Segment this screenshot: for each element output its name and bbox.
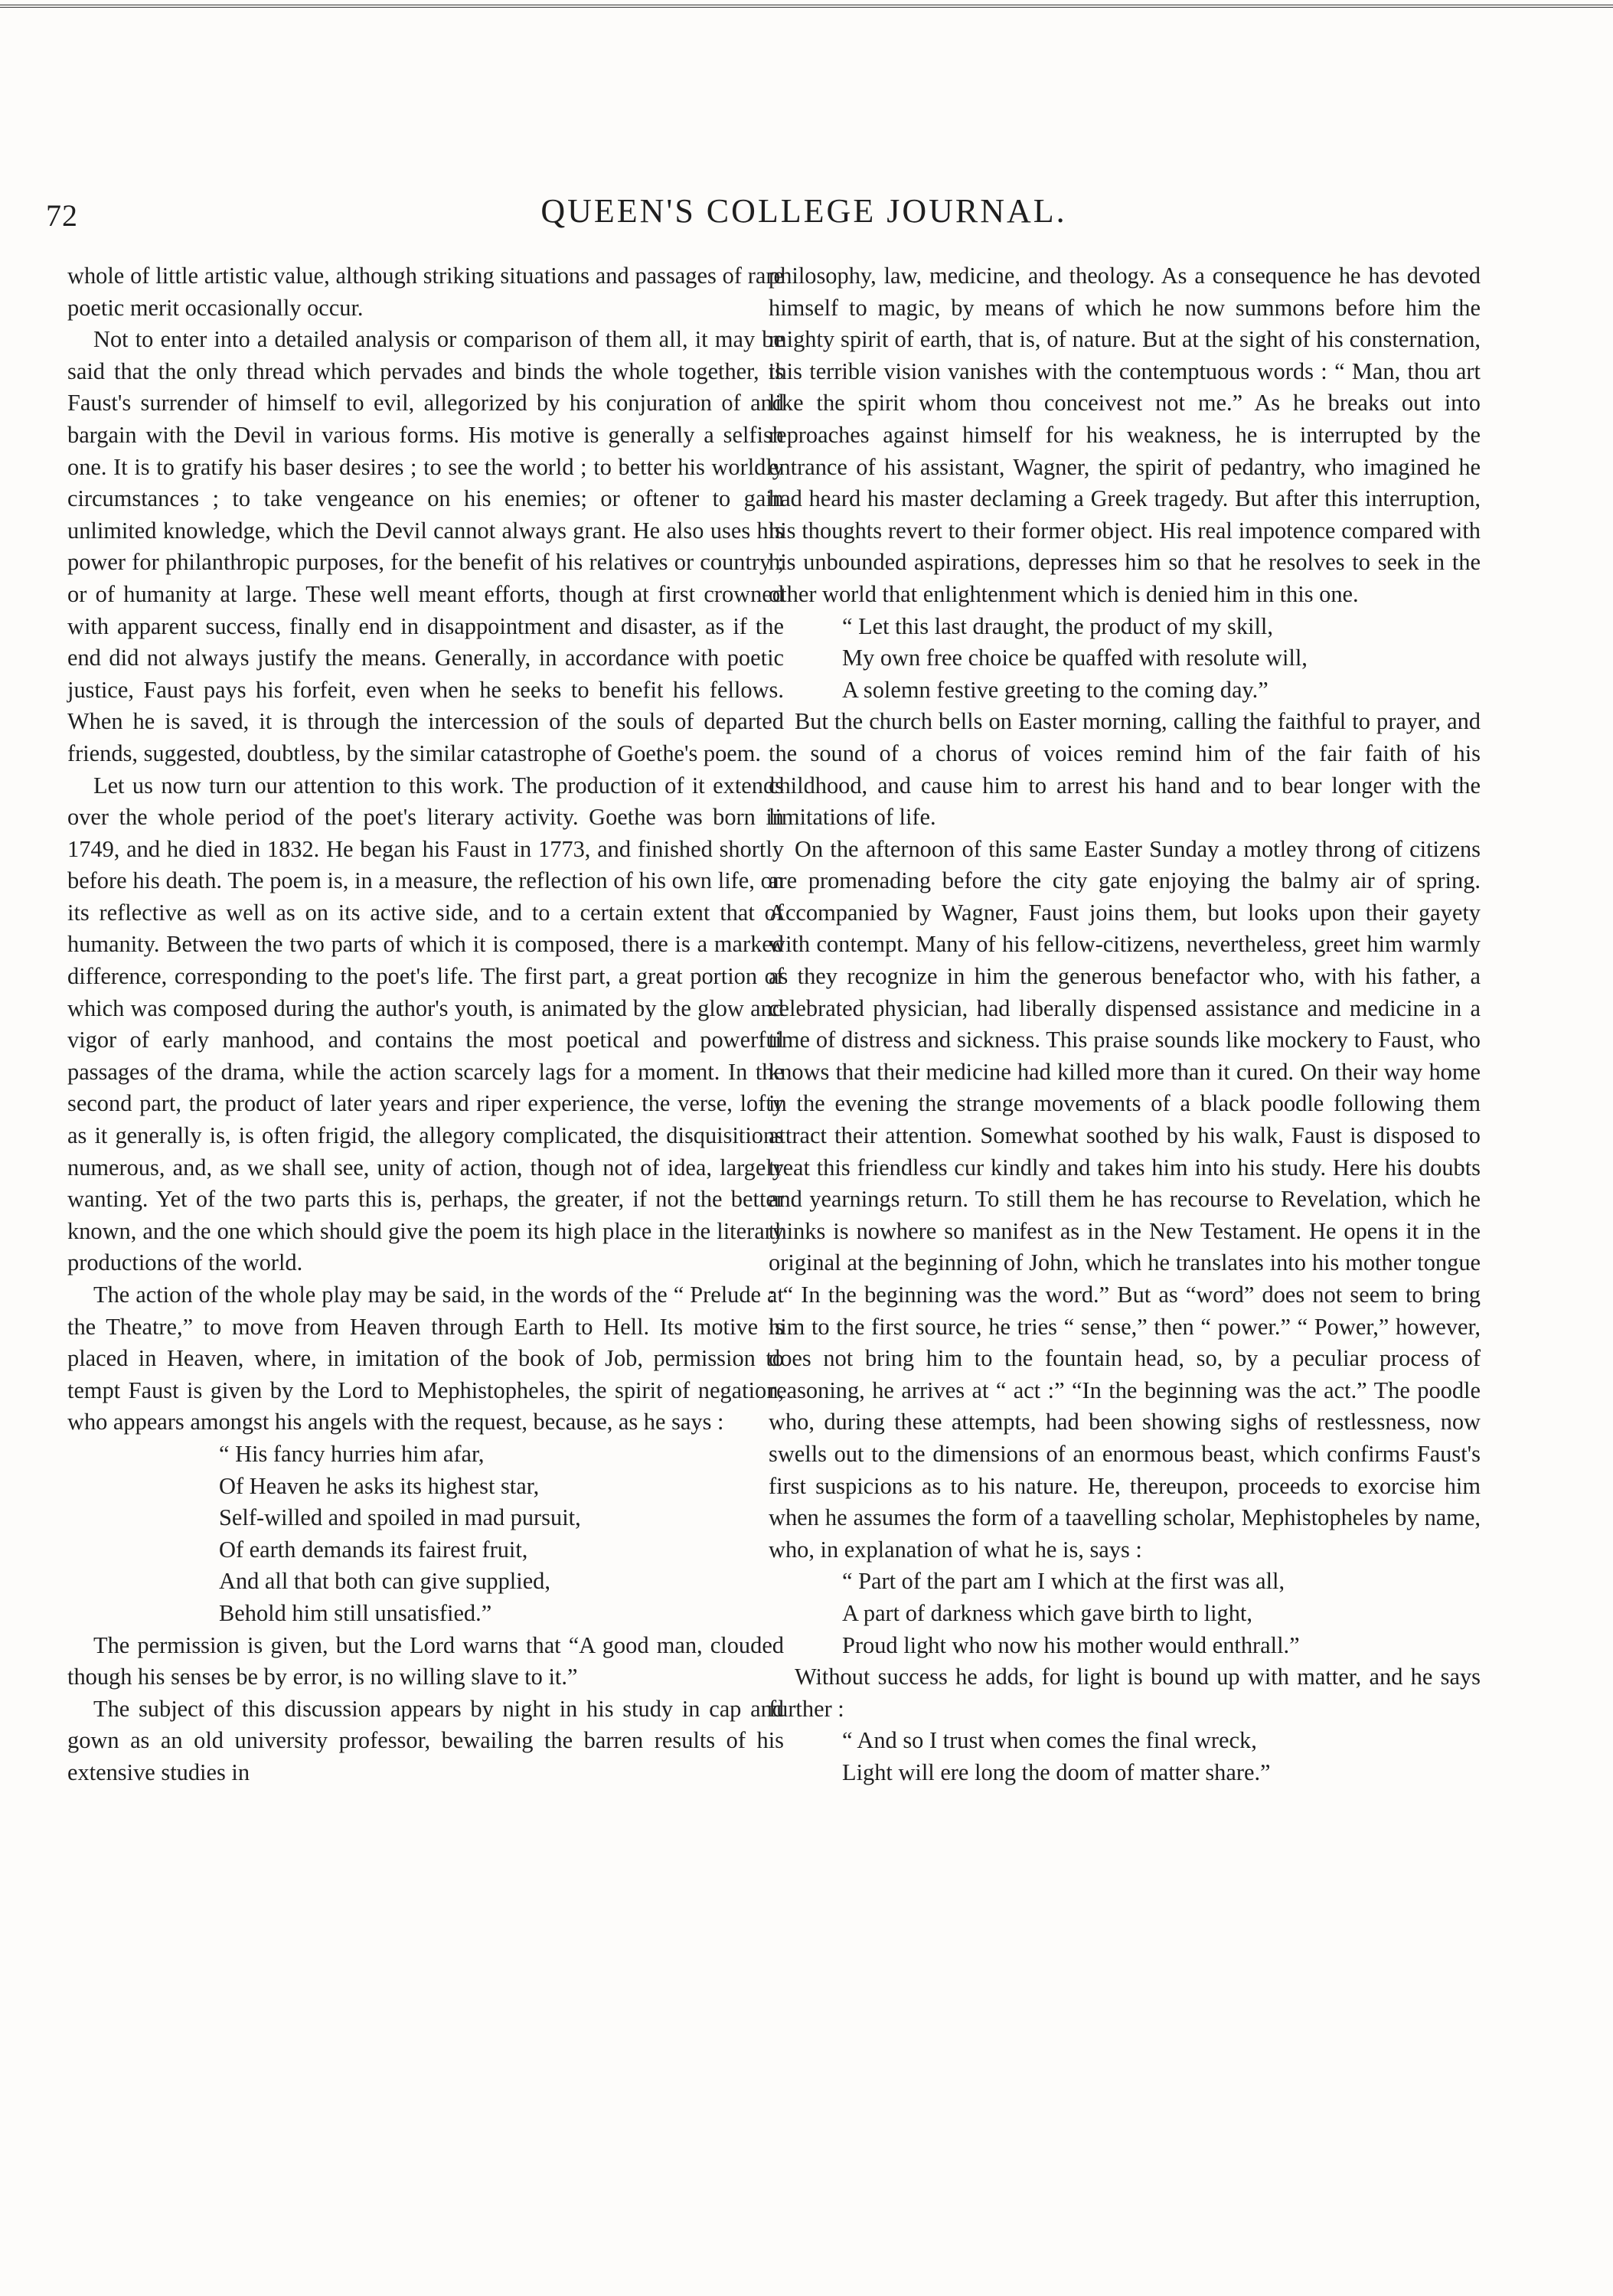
verse-line: A solemn festive greeting to the coming day.” [842,676,1269,703]
verse-quote [67,1439,784,1630]
paragraph: whole of little artistic value, although striking situations and passages of rare poetic merit occasionally occur. [67,263,784,321]
left-column [67,260,784,1789]
verse-line: “ His fancy hurries him afar, [219,1440,485,1467]
verse-line: “ Let this last draught, the product of my skill, [842,612,1273,639]
verse-line: My own free choice be quaffed with resolute will, [842,645,1308,671]
paragraph: On the afternoon of this same Easter Sunday a motley throng of citizens are promenading before the city gate enjoying the balmy air of spring. Accompanied by Wagner, Faust joins them, but looks upon their gayety with contempt. Many of his fellow-citizens, nevertheless, greet him warmly as they recognize in him the generous benefactor who, with his father, a celebrated physician, had liberally dispensed assistance and medicine in a time of distress and sickness. This praise sounds like mockery to Faust, who knows that their medicine had killed more than it cured. On their way home in the evening the strange movements of a black poodle following them attract their attention. Somewhat soothed by his walk, Faust is disposed to treat this friendless cur kindly and takes him into his study. Here his doubts and yearnings return. To still them he has recourse to Revelation, which he thinks is nowhere so manifest as in the New Testament. He opens it in the original at the beginning of John, which he translates into his mother tongue : “ In the beginning was the word.” But as “word” does not seem to bring him to the first source, he tries “ sense,” then “ power.” “ Power,” however, does not bring him to the fountain head, so, by a peculiar process of reasoning, he arrives at “ act :” “In the beginning was the act.” The poodle who, during these attempts, had been showing sighs of restlessness, now swells out to the dimensions of an enormous beast, which confirms Faust's first suspicions as to his nature. He, thereupon, proceeds to exorcise him when he assumes the form of a taavelling scholar, Mephistopheles by name, who, in explanation of what he is, says : [769,835,1481,1563]
paragraph: Let us now turn our attention to this work. The production of it extends over the whole period of the poet's literary activity. Goethe was born in 1749, and he died in 1832. He began his Faust in 1773, and finished shortly before his death. The poem is, in a measure, the reflection of his own life, on its reflective as well as on its active side, and to a certain extent that of humanity. Between the two parts of which it is composed, there is a marked difference, corresponding to the poet's life. The first part, a great portion of which was composed during the author's youth, is animated by the glow and vigor of early manhood, and contains the most poetical and powerful passages of the drama, while the action scarcely lags for a moment. In the second part, the product of later years and riper experience, the verse, lofty as it generally is, is often frigid, the allegory complicated, the disquisitions numerous, and, as we shall see, unity of action, though not of idea, largely wanting. Yet of the two parts this is, perhaps, the greater, if not the better known, and the one which should give the poem its high place in the literary productions of the world. [67,772,784,1276]
verse-line: “ And so I trust when comes the final wreck, [842,1727,1257,1754]
verse-line: “ Part of the part am I which at the first was all, [842,1568,1285,1595]
verse-line: Light will ere long the doom of matter share.” [842,1759,1271,1785]
verse-quote [769,1566,1481,1661]
paragraph: The action of the whole play may be said, in the words of the “ Prelude at the Theatre,” to move from Heaven through Earth to Hell. Its motive is placed in Heaven, where, in imitation of the book of Job, permission to tempt Faust is given by the Lord to Mephistopheles, the spirit of negation, who appears amongst his angels with the request, because, as he says : [67,1282,784,1435]
paragraph: But the church bells on Easter morning, calling the faithful to prayer, and the sound of a chorus of voices remind him of the fair faith of his childhood, and cause him to arrest his hand and to bear longer with the limitations of life. [769,708,1481,831]
paragraph: Without success he adds, for light is bound up with matter, and he says further : [769,1664,1481,1722]
verse-quote [769,1725,1481,1788]
verse-quote [769,611,1481,707]
paragraph: The subject of this discussion appears by night in his study in cap and gown as an old university professor, bewailing the barren results of his extensive studies in [67,1695,784,1785]
running-head: QUEEN'S COLLEGE JOURNAL. [540,192,1067,230]
paragraph: philosophy, law, medicine, and theology. As a consequence he has devoted himself to magic, by means of which he now summons before him the mighty spirit of earth, that is, of nature. But at the sight of his consternation, this terrible vision vanishes with the contemptuous words : “ Man, thou art like the spirit whom thou conceivest not me.” As he breaks out into reproaches against himself for his weakness, he is interrupted by the entrance of his assistant, Wagner, the spirit of pedantry, who imagined he had heard his master declaming a Greek tragedy. But after this interruption, his thoughts revert to their former object. His real impotence compared with his unbounded aspirations, depresses him so that he resolves to seek in the other world that enlightenment which is denied him in this one. [769,263,1481,607]
verse-line: Proud light who now his mother would enthrall.” [842,1631,1300,1658]
right-column [769,260,1481,1789]
verse-line: A part of darkness which gave birth to light, [842,1599,1252,1626]
verse-line: Self-willed and spoiled in mad pursuit, [219,1504,581,1531]
page-number: 72 [46,198,78,233]
paragraph: The permission is given, but the Lord warns that “A good man, clouded though his senses be by error, is no willing slave to it.” [67,1631,784,1690]
verse-line: And all that both can give supplied, [219,1568,550,1595]
verse-line: Of earth demands its fairest fruit, [219,1536,528,1563]
top-border-rule [0,5,1613,8]
paragraph: Not to enter into a detailed analysis or comparison of them all, it may be said that the only thread which pervades and binds the whole together, is Faust's surrender of himself to evil, allegorized by his conjuration of and bargain with the Devil in various forms. His motive is generally a selfish one. It is to gratify his baser desires ; to see the world ; to better his worldly circumstances ; to take vengeance on his enemies; or oftener to gain unlimited knowledge, which the Devil cannot always grant. He also uses his power for philanthropic purposes, for the benefit of his relatives or country ; or of humanity at large. These well meant efforts, though at first crowned with apparent success, finally end in disappointment and disaster, as if the end did not always justify the means. Generally, in accordance with poetic justice, Faust pays his forfeit, even when he seeks to benefit his fellows. When he is saved, it is through the intercession of the souls of departed friends, suggested, doubtless, by the similar catastrophe of Goethe's poem. [67,326,784,766]
verse-line: Of Heaven he asks its highest star, [219,1472,540,1499]
verse-line: Behold him still unsatisfied.” [219,1599,492,1626]
